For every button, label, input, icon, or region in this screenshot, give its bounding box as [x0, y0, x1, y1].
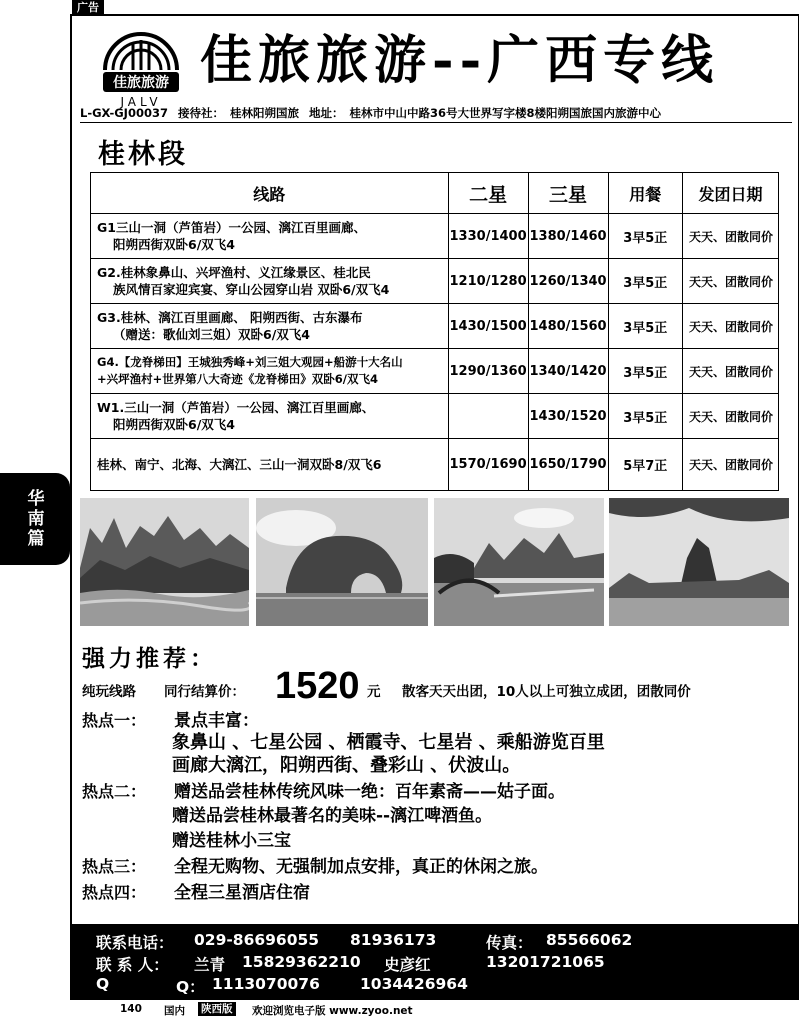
address: 桂林市中山中路36号大世界写字楼8楼阳朔国旅国内旅游中心 [349, 106, 662, 120]
route-line: W1.三山一洞（芦笛岩）一公园、漓江百里画廊、 [97, 400, 375, 415]
address-label: 地址： [309, 106, 344, 120]
hot-point-3 [82, 852, 548, 877]
hot-text: 全程无购物、无强制加点安排，真正的休闲之旅。 [174, 857, 548, 877]
contact-person-2: 史彦红 [384, 956, 431, 974]
header-three-star: 三星 [528, 173, 608, 214]
route-line: （赠送：歌仙刘三姐）双卧6/双飞4 [113, 327, 310, 342]
route-cell [91, 259, 449, 304]
qq-2[interactable]: 1034426964 [360, 975, 468, 993]
hot-1-line-2: 画廊大漓江，阳朔西街、叠彩山 、伏波山。 [172, 755, 521, 776]
phone-1[interactable]: 029-86696055 [194, 931, 320, 949]
depart-cell: 天天、团散同价 [683, 214, 779, 259]
price-unit: 元 [367, 684, 381, 700]
table-row [91, 304, 779, 349]
routes-table [90, 172, 779, 491]
two-star-price: 1430/1500 [448, 304, 528, 349]
route-cell [91, 394, 449, 439]
header-two-star: 二星 [448, 173, 528, 214]
depart-cell: 天天、团散同价 [683, 259, 779, 304]
hot-label: 热点一： [82, 711, 147, 730]
route-line: +兴坪渔村+世界第八大奇迹《龙脊梯田》双卧6/双飞4 [97, 372, 378, 386]
photo-elephant-trunk-hill [256, 498, 428, 626]
header-depart: 发团日期 [683, 173, 779, 214]
contact-person-label: 联 系 人： [96, 956, 169, 974]
depart-cell: 天天、团散同价 [683, 394, 779, 439]
photo-li-river [80, 498, 249, 626]
route-type: 纯玩线路 [82, 684, 136, 700]
meals-cell: 3早5正 [608, 259, 682, 304]
meals-cell: 3早5正 [608, 304, 682, 349]
price-label: 同行结算价： [164, 684, 245, 700]
agency-name: 桂林阳朔国旅 [229, 106, 299, 120]
phone-label: 联系电话： [96, 934, 174, 952]
agency-label: 接待社： [177, 106, 224, 120]
three-star-price: 1650/1790 [528, 439, 608, 491]
route-line: G2.桂林象鼻山、兴坪渔村、义江缘景区、桂北民 [97, 265, 371, 280]
route-line: 阳朔西街双卧6/双飞4 [113, 417, 235, 432]
qq-1[interactable]: 1113070076 [212, 975, 320, 993]
hot-title: 景点丰富： [174, 711, 259, 731]
two-star-price: 1330/1400 [448, 214, 528, 259]
hot-2-line-3: 赠送桂林小三宝 [172, 831, 291, 851]
section-title: 桂林段 [98, 139, 188, 170]
meals-cell: 5早7正 [608, 439, 682, 491]
three-star-price: 1380/1460 [528, 214, 608, 259]
price-value: 1520 [275, 665, 360, 707]
footer-website[interactable]: 欢迎浏览电子版 www.zyoo.net [252, 1005, 413, 1017]
route-line: G3.桂林、漓江百里画廊、 阳朔西街、古东瀑布 [97, 310, 363, 325]
page-number: 140 [120, 1003, 142, 1015]
three-star-price: 1480/1560 [528, 304, 608, 349]
meals-cell: 3早5正 [608, 394, 682, 439]
two-star-price: 1290/1360 [448, 349, 528, 394]
logo-sub: JALV [120, 95, 162, 109]
table-row [91, 214, 779, 259]
qq-label-b: Q： [176, 978, 205, 996]
fax-label: 传真： [486, 934, 533, 952]
hot-label: 热点二： [82, 782, 147, 801]
hot-2-line-2: 赠送品尝桂林最著名的美味--漓江啤酒鱼。 [172, 806, 493, 826]
side-tab-char: 华 [27, 489, 45, 509]
three-star-price: 1340/1420 [528, 349, 608, 394]
hot-point-2 [82, 777, 565, 802]
side-tab-char: 南 [27, 509, 45, 529]
header-route: 线路 [91, 173, 449, 214]
route-line: G1三山一洞（芦笛岩）一公园、漓江百里画廊、 [97, 220, 366, 235]
footer-domestic: 国内 [164, 1005, 185, 1017]
table-row [91, 394, 779, 439]
qq-label-a: Q [96, 975, 110, 993]
table-row [91, 349, 779, 394]
route-cell [91, 214, 449, 259]
meals-cell: 3早5正 [608, 214, 682, 259]
license-number: L-GX-GJ00037 [80, 106, 168, 120]
two-star-price: 1570/1690 [448, 439, 528, 491]
contact-person-1: 兰青 [194, 956, 226, 974]
table-row [91, 439, 779, 491]
three-star-price: 1260/1340 [528, 259, 608, 304]
hot-text: 赠送品尝桂林传统风味一绝：百年素斋——姑子面。 [174, 782, 565, 802]
footer-edition-tag: 陕西版 [198, 1002, 236, 1016]
price-note: 散客天天出团，10人以上可独立成团，团散同价 [402, 684, 691, 700]
photo-karst-peak [609, 498, 789, 626]
route-cell [91, 439, 449, 491]
hot-label: 热点四： [82, 883, 147, 902]
license-line [80, 105, 792, 123]
two-star-price [448, 394, 528, 439]
route-line: 阳朔西街双卧6/双飞4 [113, 237, 235, 252]
mobile-1[interactable]: 15829362210 [242, 953, 361, 971]
route-cell [91, 304, 449, 349]
hot-point-4 [82, 878, 310, 903]
meals-cell: 3早5正 [608, 349, 682, 394]
recommend-title: 强力推荐： [82, 646, 217, 672]
route-line: G4.【龙脊梯田】王城独秀峰+刘三姐大观园+船游十大名山 [97, 355, 403, 369]
route-line: 桂林、南宁、北海、大漓江、三山一洞双卧8/双飞6 [97, 457, 382, 472]
brand-logo [95, 20, 187, 112]
table-header-row [91, 173, 779, 214]
region-side-tab [0, 473, 70, 565]
hot-label: 热点三： [82, 857, 147, 876]
depart-cell: 天天、团散同价 [683, 304, 779, 349]
hot-1-line-1: 象鼻山 、七星公园 、栖霞寺、七星岩 、乘船游览百里 [172, 732, 605, 753]
side-tab-char: 篇 [27, 529, 45, 549]
phone-2[interactable]: 81936173 [350, 931, 437, 949]
route-cell [91, 349, 449, 394]
depart-cell: 天天、团散同价 [683, 439, 779, 491]
logo-text: 佳旅旅游 [113, 75, 169, 91]
brand-title: 佳旅旅游--广西专线 [200, 30, 720, 91]
contact-bar [72, 924, 799, 1000]
two-star-price: 1210/1280 [448, 259, 528, 304]
three-star-price: 1430/1520 [528, 394, 608, 439]
table-row [91, 259, 779, 304]
depart-cell: 天天、团散同价 [683, 349, 779, 394]
photo-yulong-bridge [434, 498, 604, 626]
price-line [82, 664, 792, 707]
hot-text: 全程三星酒店住宿 [174, 883, 310, 903]
fax-number[interactable]: 85566062 [546, 931, 633, 949]
ad-label: 广告 [72, 0, 104, 15]
header-meals: 用餐 [608, 173, 682, 214]
mobile-2[interactable]: 13201721065 [486, 953, 605, 971]
route-line: 族风情百家迎宾宴、穿山公园穿山岩 双卧6/双飞4 [113, 282, 390, 297]
